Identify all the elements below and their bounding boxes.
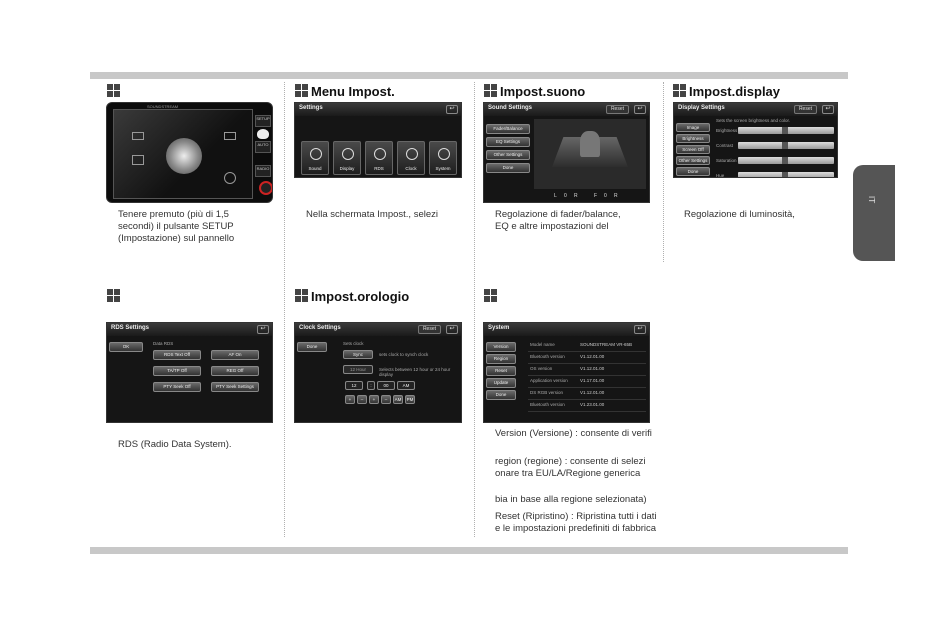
clock-settings-screen: [294, 322, 462, 423]
display-slider-thumb[interactable]: [782, 127, 788, 134]
rds-button-3[interactable]: REG Off: [211, 366, 259, 376]
desc-line: Tenere premuto (più di 1,5: [118, 209, 229, 220]
settings-tile-icon: [406, 148, 418, 160]
desc-setup-button: [118, 209, 234, 245]
clock-format-text: Selects between 12 hour or 24 hour display: [379, 367, 451, 377]
desc-line: bia in base alla regione selezionata): [495, 494, 647, 505]
section-grid-icon: [107, 84, 120, 97]
clock-header: Sets clock: [343, 341, 364, 346]
display-slider-label: Hue: [716, 173, 725, 178]
system-screen: [483, 322, 650, 423]
power-knob[interactable]: [259, 181, 273, 195]
display-menu-3[interactable]: Other Settings: [676, 156, 710, 165]
display-slider-track[interactable]: [738, 127, 834, 134]
display-reset-button[interactable]: Reset: [794, 105, 817, 114]
top-rule: [90, 72, 848, 79]
settings-tile-label: Sound: [308, 166, 322, 171]
system-row-label: Application version: [530, 378, 568, 383]
display-slider-thumb[interactable]: [782, 172, 788, 178]
display-slider-thumb[interactable]: [782, 157, 788, 164]
section-grid-icon: [295, 289, 308, 302]
clock-control-5[interactable]: PM: [406, 397, 414, 402]
system-row-label: Bluetooth version: [530, 402, 565, 407]
system-row-value: V1.23.01.00: [580, 402, 605, 407]
sound-menu-1[interactable]: EQ Settings: [486, 137, 530, 147]
desc-line: EQ e altre impostazioni del: [495, 221, 609, 232]
hand-pointer-icon: [257, 129, 269, 139]
desc-sound: [495, 209, 621, 233]
display-slider-track[interactable]: [738, 157, 834, 164]
device-knob: [166, 138, 202, 174]
system-row-divider: [528, 387, 646, 388]
sound-readout-item: R: [614, 193, 618, 199]
settings-tile-label: Display: [339, 166, 355, 171]
desc-display: [684, 209, 795, 221]
display-hint: Sets the screen brightness and color.: [716, 118, 791, 123]
sound-settings-screen: [483, 102, 650, 203]
menu-icon: [132, 132, 144, 140]
system-menu-2[interactable]: Reset: [486, 366, 516, 376]
back-button[interactable]: ↩: [634, 105, 646, 114]
clock-control-0[interactable]: +: [345, 395, 355, 404]
system-row-label: DS RGB version: [530, 390, 564, 395]
desc-line: Regolazione di fader/balance,: [495, 209, 621, 220]
device-screen: [113, 109, 253, 199]
rds-button-5[interactable]: PTY Seek Settings: [211, 382, 259, 392]
desc-line: onare tra EU/LA/Regione generica: [495, 468, 641, 479]
display-title: Display Settings: [678, 105, 725, 111]
settings-tile-2[interactable]: [365, 141, 393, 175]
column-divider: [663, 82, 664, 262]
display-menu-0[interactable]: Image: [676, 123, 710, 132]
sound-readout-item: 0: [604, 193, 607, 199]
rds-header: Data RDS: [153, 341, 174, 346]
system-title: System: [488, 325, 510, 331]
language-side-tab: [853, 165, 895, 261]
settings-tile-icon: [310, 148, 322, 160]
settings-tile-icon: [438, 148, 450, 160]
system-row-value: V1.17.01.00: [580, 378, 605, 383]
sound-readout-item: 0: [564, 193, 567, 199]
clock-time-field[interactable]: AM: [397, 381, 415, 390]
settings-tile-3[interactable]: [397, 141, 425, 175]
settings-tile-label: Clock: [405, 166, 417, 171]
bottom-rule: [90, 547, 848, 554]
system-row-label: Model name: [530, 342, 555, 347]
seat-icon: [580, 131, 600, 157]
section-grid-icon: [484, 84, 497, 97]
desc-line: Version (Versione) : consente di verifi: [495, 428, 652, 439]
system-menu-0[interactable]: Version: [486, 342, 516, 352]
system-row-divider: [528, 399, 646, 400]
system-menu-3[interactable]: Update: [486, 378, 516, 388]
column-divider: [284, 82, 285, 537]
desc-line: Reset (Ripristino) : Ripristina tutti i dati: [495, 511, 657, 522]
desc-system: [495, 428, 657, 535]
desc-line: Regolazione di luminosità,: [684, 209, 795, 220]
system-row-value: V1.12.01.00: [580, 366, 605, 371]
clock-control-4[interactable]: AM: [394, 397, 402, 402]
desc-rds: [118, 439, 232, 451]
section-grid-icon: [673, 84, 686, 97]
settings-tile-icon: [374, 148, 386, 160]
clock-control-2[interactable]: +: [369, 395, 379, 404]
rds-ok-button[interactable]: OK: [109, 342, 143, 352]
system-row-value: SOUNDSTREAM VR-65B: [580, 342, 633, 347]
system-row-divider: [528, 375, 646, 376]
desc-line: region (regione) : consente di selezi: [495, 456, 646, 467]
sound-menu-0[interactable]: Fader/Balance: [486, 124, 530, 134]
clock-time-field[interactable]: 00: [377, 381, 395, 390]
sound-readout-item: F: [594, 193, 598, 199]
fader-balance-area[interactable]: [534, 119, 646, 189]
display-slider-track[interactable]: [738, 142, 834, 149]
device-brand: SOUNDSTREAM: [147, 104, 179, 109]
display-menu-1[interactable]: Brightness: [676, 134, 710, 143]
section-grid-icon: [295, 84, 308, 97]
sound-menu-3[interactable]: Done: [486, 163, 530, 173]
clock-title: Clock Settings: [299, 325, 341, 331]
settings-title: Settings: [299, 105, 323, 111]
system-row-divider: [528, 411, 646, 412]
back-button[interactable]: ↩: [634, 325, 646, 334]
clock-reset-button[interactable]: Reset: [418, 325, 441, 334]
back-button[interactable]: ↩: [257, 325, 269, 334]
clock-sync-button[interactable]: Sync: [343, 350, 373, 359]
section-grid-icon: [484, 289, 497, 302]
menu-icon: [224, 172, 236, 184]
side-tab-label: IT: [867, 195, 877, 204]
desc-line: RDS (Radio Data System).: [118, 439, 232, 450]
system-row-label: Bluetooth version: [530, 354, 565, 359]
auto-button[interactable]: AUTO: [255, 141, 271, 153]
clock-sync-text: sets clock to synch clock: [379, 352, 429, 357]
desc-line: secondi) il pulsante SETUP: [118, 221, 234, 232]
settings-tile-0[interactable]: [301, 141, 329, 175]
display-slider-label: Contrast: [716, 143, 734, 148]
rds-button-4[interactable]: PTY Seek Off: [153, 382, 201, 392]
heading-impost-orologio: Impost.orologio: [311, 289, 410, 304]
system-menu-1[interactable]: Region: [486, 354, 516, 364]
settings-tile-1[interactable]: [333, 141, 361, 175]
display-slider-thumb[interactable]: [782, 142, 788, 149]
system-row-value: V1.12.01.00: [580, 390, 605, 395]
system-row-value: V1.12.01.00: [580, 354, 605, 359]
device-photo: [106, 102, 273, 203]
clock-time-field[interactable]: :: [367, 381, 375, 390]
radio-button[interactable]: RADIO: [255, 165, 271, 177]
rds-button-1[interactable]: AF On: [211, 350, 259, 360]
desc-line: (Impostazione) sul pannello: [118, 233, 235, 244]
menu-icon: [224, 132, 236, 140]
display-menu-4[interactable]: Done: [676, 167, 710, 176]
desc-line: Nella schermata Impost., selezi: [306, 209, 438, 220]
display-slider-track[interactable]: [738, 172, 834, 178]
clock-format-button[interactable]: 12 Hour: [343, 365, 373, 374]
sound-menu-2[interactable]: Other Settings: [486, 150, 530, 160]
clock-control-3[interactable]: –: [381, 395, 391, 404]
heading-impost-suono: Impost.suono: [500, 84, 586, 99]
display-settings-screen: [673, 102, 838, 178]
display-slider-label: Saturation: [716, 158, 737, 163]
heading-impost-display: Impost.display: [689, 84, 781, 99]
settings-tile-label: RDS: [374, 166, 384, 171]
back-button[interactable]: ↩: [822, 105, 834, 114]
system-row-divider: [528, 351, 646, 352]
rds-button-0[interactable]: RDS Text Off: [153, 350, 201, 360]
display-menu-2[interactable]: Screen Off: [676, 145, 710, 154]
system-row-divider: [528, 363, 646, 364]
rds-button-2[interactable]: TA/TP Off: [153, 366, 201, 376]
column-divider: [474, 82, 475, 537]
sound-readout-item: R: [574, 193, 578, 199]
rds-settings-screen: [106, 322, 273, 423]
display-slider-label: Brightness: [716, 128, 738, 133]
rds-title: RDS Settings: [111, 325, 150, 331]
heading-menu-impost: Menu Impost.: [311, 84, 395, 99]
sound-readout-item: L: [554, 193, 557, 199]
settings-tile-icon: [342, 148, 354, 160]
sound-title: Sound Settings: [488, 105, 532, 111]
settings-tile-label: System: [435, 166, 451, 171]
desc-line: e le impostazioni predefiniti di fabbrica: [495, 523, 657, 534]
setup-button[interactable]: SETUP: [255, 115, 271, 127]
back-button[interactable]: ↩: [446, 325, 458, 334]
menu-icon: [132, 155, 144, 165]
clock-done-button[interactable]: Done: [297, 342, 327, 352]
section-grid-icon: [107, 289, 120, 302]
system-row-label: OS version: [530, 366, 553, 371]
back-button[interactable]: ↩: [446, 105, 458, 114]
settings-screen: [294, 102, 462, 178]
clock-time-field[interactable]: 12: [345, 381, 363, 390]
settings-tile-4[interactable]: [429, 141, 457, 175]
sound-reset-button[interactable]: Reset: [606, 105, 629, 114]
system-menu-4[interactable]: Done: [486, 390, 516, 400]
desc-menu: [306, 209, 438, 221]
clock-control-1[interactable]: –: [357, 395, 367, 404]
